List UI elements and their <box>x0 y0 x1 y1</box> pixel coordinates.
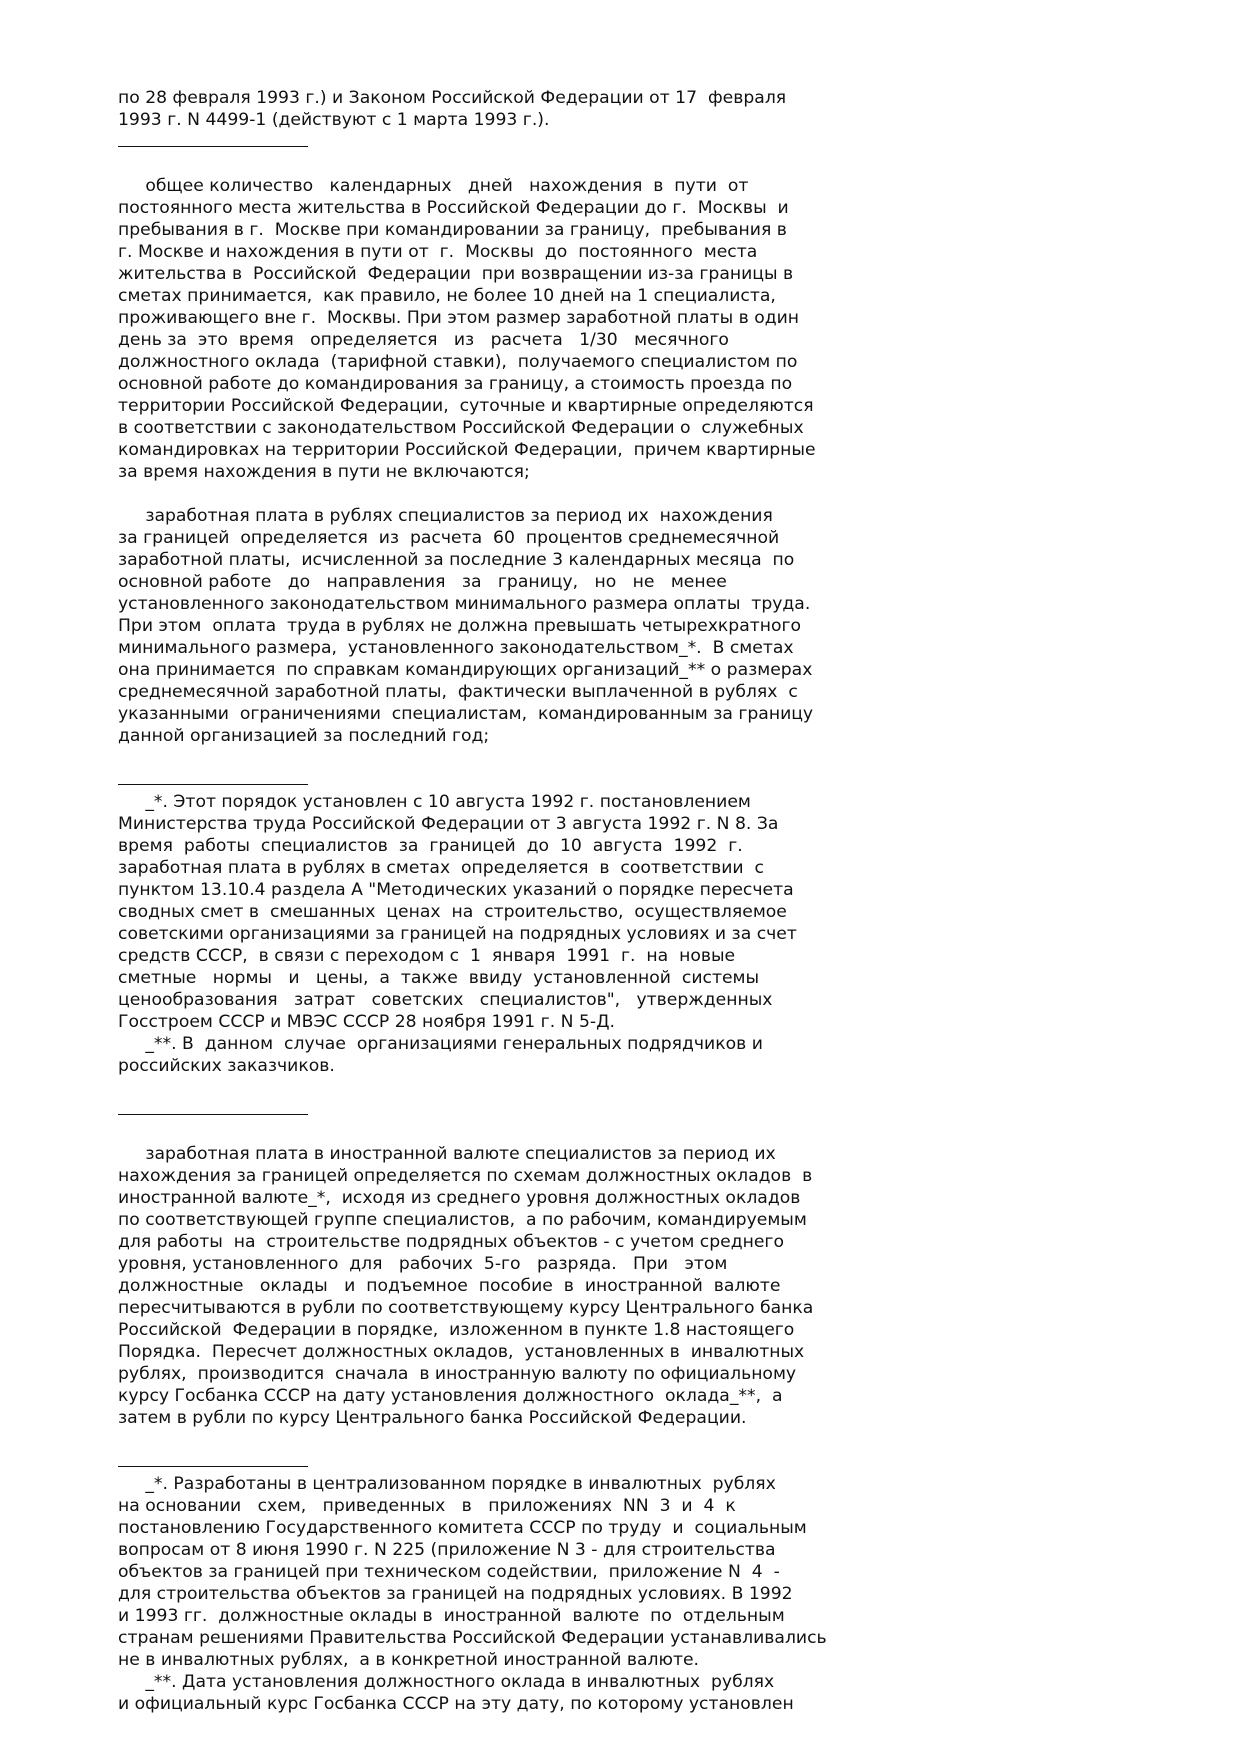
text-line: пребывания в г. Москве при командировании за границу, пребывания в <box>118 220 787 240</box>
text-line: заработной платы, исчисленной за последние 3 календарных месяца по <box>118 550 795 570</box>
text-line: сметные нормы и цены, а также ввиду установленной системы <box>118 968 760 988</box>
paragraph <box>118 1473 1128 1715</box>
text-line: в соответствии с законодательством Российской Федерации о служебных <box>118 418 804 438</box>
text-line: _*. Разработаны в централизованном порядке в инвалютных рублях <box>118 1474 776 1494</box>
text-line: минимального размера, установленного законодательством_*. В сметах <box>118 638 794 658</box>
text-line: советскими организациями за границей на подрядных условиях и за счет <box>118 924 797 944</box>
text-line: она принимается по справкам командирующих организаций_** о размерах <box>118 660 813 680</box>
text-line: время работы специалистов за границей до 10 августа 1992 г. <box>118 836 743 856</box>
text-line: среднемесячной заработной платы, фактически выплаченной в рублях с <box>118 682 798 702</box>
text-line: жительства в Российской Федерации при возвращении из-за границы в <box>118 264 794 284</box>
footnote-separator <box>118 1099 1128 1121</box>
text-line: день за это время определяется из расчета 1/30 месячного <box>118 330 729 350</box>
paragraph <box>118 175 1128 483</box>
text-line: курсу Госбанка СССР на дату установления должностного оклада_**, а <box>118 1386 783 1406</box>
text-line: за границей определяется из расчета 60 процентов среднемесячной <box>118 528 780 548</box>
footnote-separator <box>118 131 1128 153</box>
text-line: и официальный курс Госбанка СССР на эту дату, по которому установлен <box>118 1694 794 1714</box>
text-line: по 28 февраля 1993 г.) и Законом Российской Федерации от 17 февраля <box>118 88 787 108</box>
text-line: на основании схем, приведенных в приложениях NN 3 и 4 к <box>118 1496 736 1516</box>
blank-line <box>118 1077 1128 1099</box>
text-line: сводных смет в смешанных ценах на строительство, осуществляемое <box>118 902 787 922</box>
text-line: сметах принимается, как правило, не более 10 дней на 1 специалиста, <box>118 286 776 306</box>
paragraph <box>118 791 1128 1077</box>
text-line: данной организацией за последний год; <box>118 726 490 746</box>
text-line: заработная плата в иностранной валюте специалистов за период их <box>118 1144 776 1164</box>
text-line: командировках на территории Российской Федерации, причем квартирные <box>118 440 816 460</box>
text-line: постоянного места жительства в Российской Федерации до г. Москвы и <box>118 198 789 218</box>
text-line: заработная плата в рублях специалистов за период их нахождения <box>118 506 773 526</box>
text-line: за время нахождения в пути не включаются; <box>118 462 530 482</box>
blank-line <box>118 483 1128 505</box>
text-line: уровня, установленного для рабочих 5-го разряда. При этом <box>118 1254 728 1274</box>
text-line: и 1993 гг. должностные оклады в иностранной валюте по отдельным <box>118 1606 785 1626</box>
text-line: для строительства объектов за границей на подрядных условиях. В 1992 <box>118 1584 793 1604</box>
text-line: рублях, производится сначала в иностранную валюту по официальному <box>118 1364 797 1384</box>
footnote-separator <box>118 1451 1128 1473</box>
text-line: российских заказчиков. <box>118 1056 335 1076</box>
text-line: пересчитываются в рубли по соответствующему курсу Центрального банка <box>118 1298 814 1318</box>
text-line: странам решениями Правительства Российской Федерации устанавливались <box>118 1628 827 1648</box>
text-line: для работы на строительстве подрядных объектов - с учетом среднего <box>118 1232 784 1252</box>
text-line: нахождения за границей определяется по схемам должностных окладов в <box>118 1166 813 1186</box>
text-line: _*. Этот порядок установлен с 10 августа 1992 г. постановлением <box>118 792 751 812</box>
text-line: г. Москве и нахождения в пути от г. Москвы до постоянного места <box>118 242 758 262</box>
text-line: должностного оклада (тарифной ставки), получаемого специалистом по <box>118 352 798 372</box>
text-line: объектов за границей при техническом содействии, приложение N 4 - <box>118 1562 780 1582</box>
blank-line <box>118 747 1128 769</box>
text-line: должностные оклады и подъемное пособие в иностранной валюте <box>118 1276 781 1296</box>
paragraph <box>118 505 1128 747</box>
text-line: _**. Дата установления должностного оклада в инвалютных рублях <box>118 1672 775 1692</box>
text-line: Порядка. Пересчет должностных окладов, установленных в инвалютных <box>118 1342 805 1362</box>
text-line: заработная плата в рублях в сметах определяется в соответствии с <box>118 858 764 878</box>
text-line: Российской Федерации в порядке, изложенном в пункте 1.8 настоящего <box>118 1320 795 1340</box>
text-line: основной работе до командирования за границу, а стоимость проезда по <box>118 374 793 394</box>
blank-line <box>118 1429 1128 1451</box>
text-line: средств СССР, в связи с переходом с 1 января 1991 г. на новые <box>118 946 736 966</box>
text-line: территории Российской Федерации, суточные и квартирные определяются <box>118 396 814 416</box>
text-line: ценообразования затрат советских специалистов", утвержденных <box>118 990 773 1010</box>
text-line: постановлению Государственного комитета СССР по труду и социальным <box>118 1518 807 1538</box>
blank-line <box>118 1121 1128 1143</box>
text-line: вопросам от 8 июня 1990 г. N 225 (приложение N 3 - для строительства <box>118 1540 776 1560</box>
text-line: пунктом 13.10.4 раздела А "Методических указаний о порядке пересчета <box>118 880 794 900</box>
text-line: затем в рубли по курсу Центрального банка Российской Федерации. <box>118 1408 747 1428</box>
document-body <box>118 87 1128 1715</box>
text-line: Министерства труда Российской Федерации от 3 августа 1992 г. N 8. За <box>118 814 779 834</box>
text-line: При этом оплата труда в рублях не должна превышать четырехкратного <box>118 616 802 636</box>
text-line: не в инвалютных рублях, а в конкретной иностранной валюте. <box>118 1650 700 1670</box>
paragraph <box>118 87 1128 131</box>
text-line: 1993 г. N 4499-1 (действуют с 1 марта 1993 г.). <box>118 110 550 130</box>
text-line: по соответствующей группе специалистов, а по рабочим, командируемым <box>118 1210 807 1230</box>
footnote-separator <box>118 769 1128 791</box>
text-line: установленного законодательством минимального размера оплаты труда. <box>118 594 811 614</box>
blank-line <box>118 153 1128 175</box>
text-line: иностранной валюте_*, исходя из среднего уровня должностных окладов <box>118 1188 801 1208</box>
text-line: общее количество календарных дней нахождения в пути от <box>118 176 749 196</box>
text-line: _**. В данном случае организациями генеральных подрядчиков и <box>118 1034 763 1054</box>
text-line: Госстроем СССР и МВЭС СССР 28 ноября 1991 г. N 5-Д. <box>118 1012 615 1032</box>
text-line: основной работе до направления за границу, но не менее <box>118 572 727 592</box>
text-line: указанными ограничениями специалистам, командированным за границу <box>118 704 814 724</box>
paragraph <box>118 1143 1128 1429</box>
text-line: проживающего вне г. Москвы. При этом размер заработной платы в один <box>118 308 800 328</box>
